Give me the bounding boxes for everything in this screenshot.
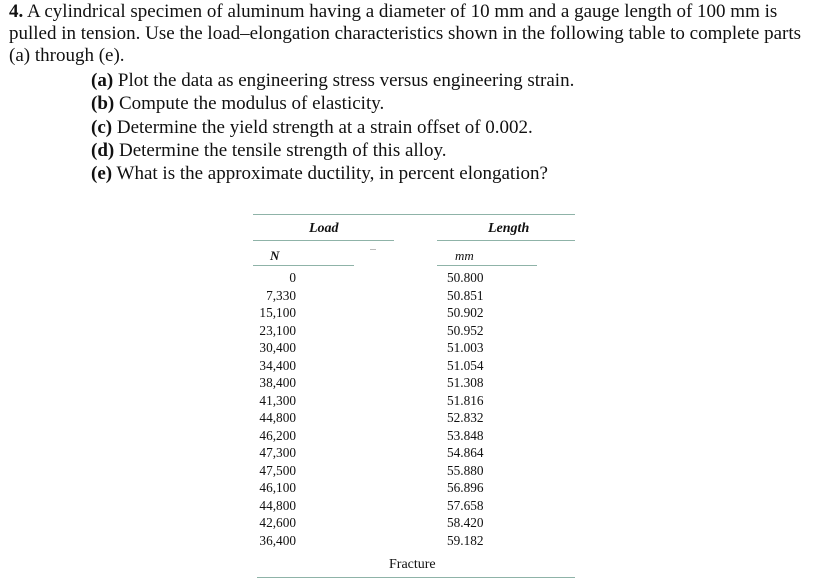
part-label: (c) <box>91 116 113 138</box>
problem-statement <box>9 1 809 67</box>
length-value: 50.851 <box>447 287 484 303</box>
length-value: 55.880 <box>447 462 484 478</box>
part-text: Compute the modulus of elasticity. <box>118 93 385 115</box>
part-a <box>91 69 574 92</box>
length-value: 51.816 <box>447 392 484 408</box>
length-value: 59.182 <box>447 532 484 548</box>
load-value: 46,100 <box>259 480 296 495</box>
length-header-rule <box>437 240 575 241</box>
load-unit-rule <box>253 265 354 266</box>
length-value: 50.952 <box>447 322 484 338</box>
part-label: (a) <box>91 70 114 91</box>
part-e <box>91 162 574 185</box>
part-label: (d) <box>91 139 115 161</box>
load-header-rule <box>253 240 394 241</box>
length-value: 50.902 <box>447 305 484 320</box>
load-value: 23,100 <box>259 322 296 338</box>
load-column <box>240 269 296 549</box>
load-value: 46,200 <box>259 427 296 443</box>
length-value: 56.896 <box>447 480 484 495</box>
length-value: 57.658 <box>447 497 484 513</box>
load-value: 41,300 <box>259 392 296 408</box>
load-value: 38,400 <box>259 375 296 390</box>
load-value: 34,400 <box>259 357 296 373</box>
length-value: 58.420 <box>447 515 484 530</box>
fracture-label: Fracture <box>389 557 436 572</box>
load-unit: N <box>270 248 280 263</box>
divider-mark <box>370 249 376 250</box>
problem-text: A cylindrical specimen of aluminum having a diameter of 10 mm and a gauge length of 100 mm is pulled in tension. Use the load–elongation characteristics shown in the following table to complete parts (a) through (e). <box>9 1 801 66</box>
part-text: Determine the tensile strength of this alloy. <box>118 139 447 161</box>
load-value: 47,500 <box>259 462 296 478</box>
part-label: (e) <box>91 163 113 185</box>
part-label: (b) <box>91 93 115 115</box>
length-header: Length <box>488 221 530 236</box>
load-header: Load <box>309 221 339 236</box>
load-value: 36,400 <box>259 532 296 548</box>
part-c <box>91 116 574 139</box>
table-top-rule <box>253 214 575 215</box>
length-value: 53.848 <box>447 427 484 443</box>
load-value: 0 <box>289 270 296 285</box>
length-value: 51.308 <box>447 375 484 390</box>
part-text: Plot the data as engineering stress versus engineering strain. <box>117 70 575 91</box>
part-text: What is the approximate ductility, in percent elongation? <box>116 163 548 185</box>
load-value: 44,800 <box>259 497 296 513</box>
load-value: 30,400 <box>259 340 296 355</box>
length-unit-rule <box>437 265 537 266</box>
length-unit: mm <box>455 248 474 263</box>
length-column <box>447 269 484 549</box>
load-value: 47,300 <box>259 445 296 460</box>
part-d <box>91 139 574 162</box>
load-value: 15,100 <box>259 305 296 320</box>
load-value: 7,330 <box>266 287 296 303</box>
table-bottom-rule <box>257 577 575 578</box>
load-value: 44,800 <box>259 410 296 425</box>
length-value: 50.800 <box>447 270 484 285</box>
problem-parts <box>91 69 574 185</box>
length-value: 52.832 <box>447 410 484 425</box>
load-value: 42,600 <box>259 515 296 530</box>
part-text: Determine the yield strength at a strain offset of 0.002. <box>116 116 533 138</box>
length-value: 54.864 <box>447 445 484 460</box>
part-b <box>91 92 574 115</box>
problem-number: 4. <box>9 1 24 22</box>
length-value: 51.003 <box>447 340 484 355</box>
length-value: 51.054 <box>447 357 484 373</box>
